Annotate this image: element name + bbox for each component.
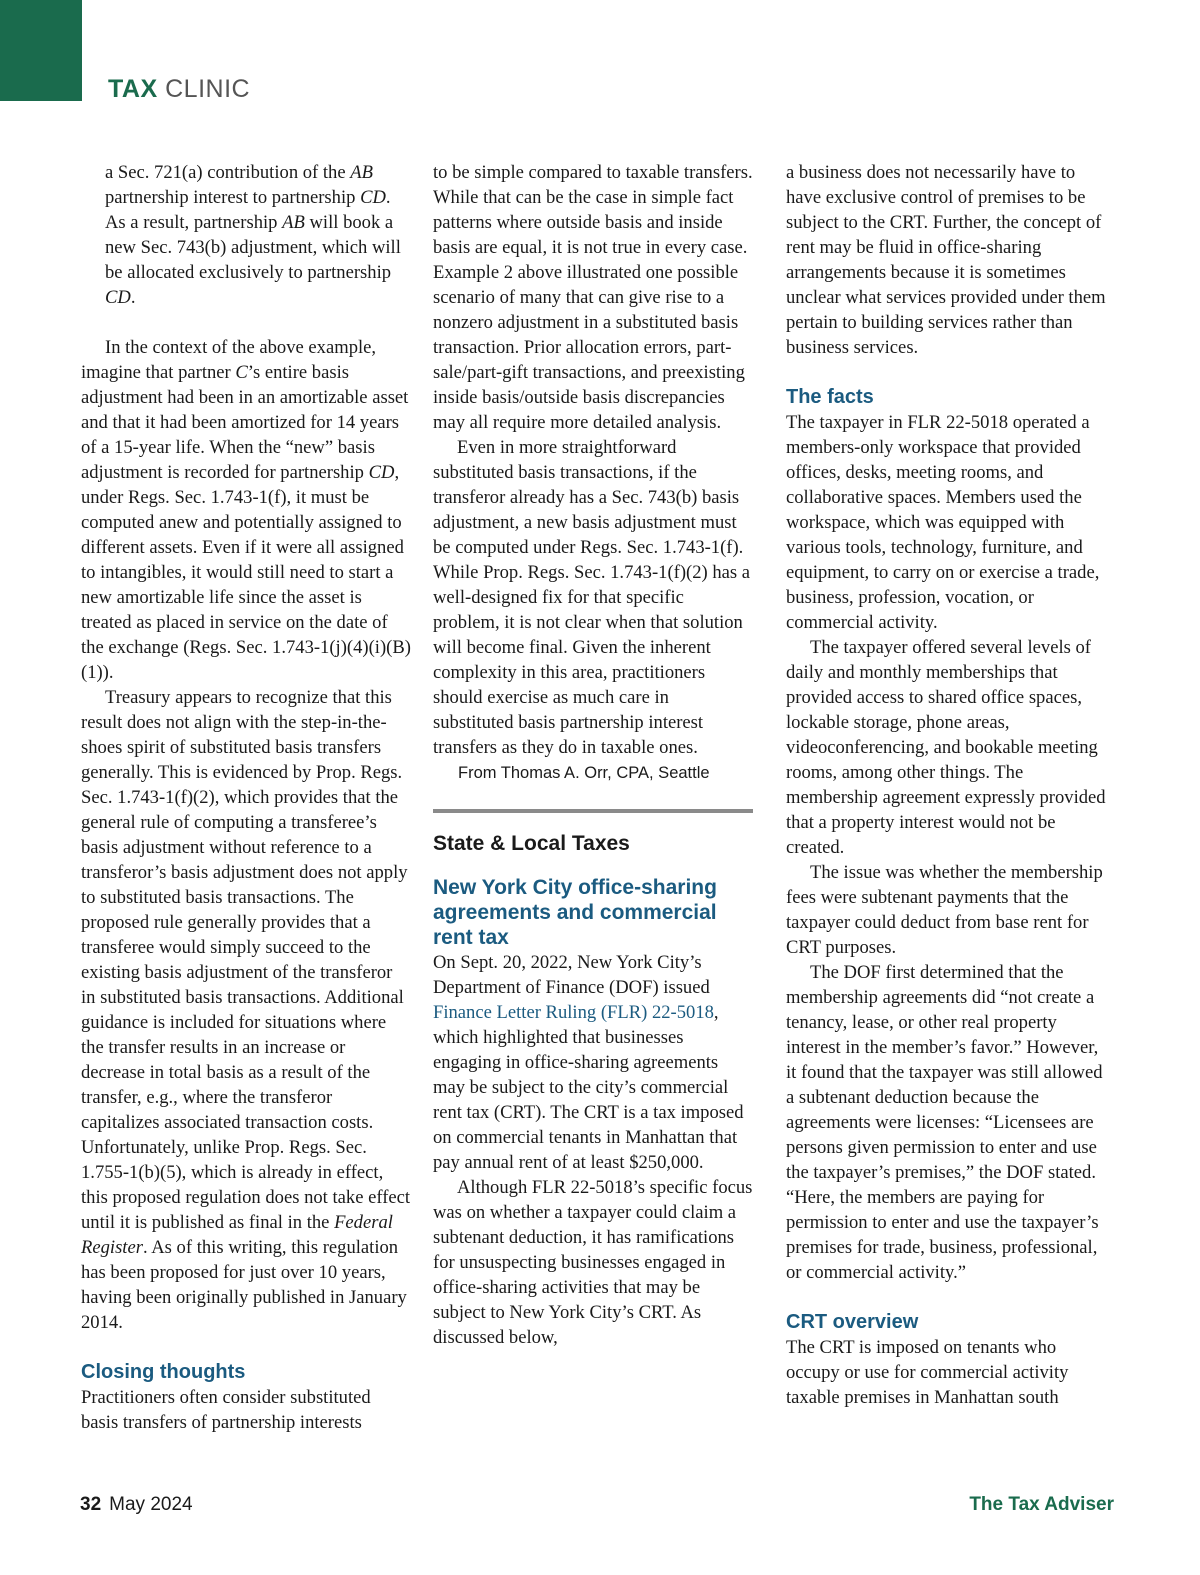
text-run: partnership interest to partnership (105, 187, 361, 208)
section-header (108, 75, 250, 104)
text-run: . (130, 287, 136, 308)
italic-run: AB (282, 212, 305, 233)
publication-name: The Tax Adviser (969, 1494, 1114, 1515)
paragraph: Even in more straightforward substituted basis transactions, if the transferor already has a Sec. 743(b) basis adjustment, a new basis adjustment must be computed under Regs. Sec. 1.743-1(f). While Prop. Regs. Sec. 1.743-1(f)(2) has a well-designed fix for that specific problem, it is not clear when that solution will become final. Given the inherent complexity in this area, practitioners should exercise as much care in substituted basis partnership interest transfers as they do in taxable ones. (433, 437, 751, 758)
paragraph (81, 335, 411, 685)
header-bold: TAX (108, 75, 158, 103)
column-3 (786, 160, 1106, 1410)
subheading-crt: CRT overview (786, 1311, 919, 1333)
text-run: Treasury appears to recognize that this result does not align with the step-in-the-shoes spirit of substituted basis transfers generally. This is evidenced by Prop. Regs. Sec. 1.743-1(f)(2), which provides that the general rule of computing a transferee’s basis adjustment without reference to a transferor’s basis adjustment does not apply to substituted basis transactions. The proposed rule generally provides that a transferee would simply succeed to the existing basis adjustment of the transferor in substituted basis transactions. Additional guidance is included for situations where the transfer results in an increase or decrease in total basis as a result of the transfer, e.g., where the transferor capitalizes associated transaction costs. Unfortunately, unlike Prop. Regs. Sec. 1.755-1(b)(5), which is already in effect, this proposed regulation does not take effect until it is published as final in the (81, 687, 411, 1233)
text-run: , which highlighted that businesses engaging in office-sharing agreements may be subject to the city’s commercial rent tax (CRT). The CRT is a tax imposed on commercial tenants in Manhattan that pay annual rent of at least $250,000. (433, 1002, 744, 1173)
text-run: will book a new Sec. 743(b) adjustment, which will be allocated exclusively to partnership (105, 212, 401, 283)
italic-run: CD (105, 287, 131, 308)
footer-left (80, 1494, 193, 1516)
column-1 (81, 160, 411, 1435)
italic-run: Federal Register (81, 1212, 393, 1258)
paragraph (81, 685, 411, 1335)
corner-block (0, 0, 82, 101)
italic-run: AB (350, 162, 373, 183)
issue-date: May 2024 (109, 1494, 193, 1515)
subheading-facts: The facts (786, 386, 874, 408)
section-divider (433, 809, 753, 813)
text-run: . As of this writing, this regulation has been proposed for just over 10 years, having been originally published in January 2014. (81, 1237, 407, 1333)
paragraph: a business does not necessarily have to have exclusive control of premises to be subject to the CRT. Further, the concept of rent may be fluid in office-sharing arrangements because it is sometimes unclear what services provided under them pertain to building services rather than business services. (786, 162, 1106, 358)
column-2 (433, 160, 753, 1350)
subheading-closing: Closing thoughts (81, 1361, 246, 1383)
paragraph: The issue was whether the membership fees were subtenant payments that the taxpayer could deduct from base rent for CRT purposes. (786, 862, 1103, 958)
section-title: State & Local Taxes (433, 832, 630, 855)
header-light: CLINIC (165, 75, 251, 103)
paragraph: The CRT is imposed on tenants who occupy or use for commercial activity taxable premises in Manhattan south (786, 1337, 1069, 1408)
text-run: In the context of the above example, imagine that partner (81, 337, 377, 383)
paragraph (433, 950, 753, 1175)
text-run: , under Regs. Sec. 1.743-1(f), it must be computed anew and potentially assigned to different assets. Even if it were all assigned to intangibles, it would still need to start a new amortizable life since the asset is treated as placed in service on the date of the exchange (Regs. Sec. 1.743-1(j)(4)(i)(B)(1)). (81, 462, 411, 683)
italic-run: CD (368, 462, 395, 483)
paragraph: The DOF first determined that the membership agreements did “not create a tenancy, lease, or other real property interest in the member’s favor.” However, it found that the taxpayer was still allowed a subtenant deduction because the agreements were licenses: “Licensees are persons given permission to enter and use the taxpayer’s premises,” the DOF stated. “Here, the members are paying for permission to enter and use the taxpayer’s premises for trade, business, professional, or commercial activity.” (786, 962, 1103, 1283)
paragraph: The taxpayer in FLR 22-5018 operated a members-only workspace that provided offices, desks, meeting rooms, and collaborative spaces. Members used the workspace, which was equipped with various tools, technology, furniture, and equipment, to carry on or exercise a trade, business, profession, vocation, or commercial activity. (786, 412, 1100, 633)
text-run: Practitioners often consider substituted basis transfers of partnership interests (81, 1387, 371, 1433)
paragraph: to be simple compared to taxable transfers. While that can be the case in simple fact patterns where outside basis and inside basis are equal, it is not true in every case. Example 2 above illustrated one possible scenario of many that can give rise to a nonzero adjustment in a substituted basis transaction. Prior allocation errors, part-sale/part-gift transactions, and preexisting inside basis/outside basis discrepancies may all require more detailed analysis. (433, 162, 753, 433)
text-run: . As a result, partnership (105, 187, 391, 233)
flr-link[interactable]: Finance Letter Ruling (FLR) 22-5018 (433, 1002, 714, 1023)
text-run: On Sept. 20, 2022, New York City’s Department of Finance (DOF) issued (433, 952, 710, 998)
article-title: New York City office-sharing agreements and commercial rent tax (433, 876, 717, 949)
paragraph (81, 1385, 411, 1435)
italic-run: CD (360, 187, 386, 208)
paragraph: Although FLR 22-5018’s specific focus was on whether a taxpayer could claim a subtenant deduction, it has ramifications for unsuspecting businesses engaged in office-sharing activities that may be subject to New York City’s CRT. As discussed below, (433, 1177, 753, 1348)
block-quote (81, 160, 411, 310)
italic-run: C (235, 362, 248, 383)
paragraph: The taxpayer offered several levels of daily and monthly memberships that provided access to shared office spaces, lockable storage, phone areas, videoconferencing, and bookable meeting rooms, among other things. The membership agreement expressly provided that a property interest would not be created. (786, 637, 1106, 858)
page-number: 32 (80, 1494, 102, 1515)
byline: From Thomas A. Orr, CPA, Seattle (458, 764, 710, 782)
text-run: ’s entire basis adjustment had been in an amortizable asset and that it had been amortized for 14 years of a 15-year life. When the “new” basis adjustment is recorded for partnership (81, 362, 409, 483)
text-run: a Sec. 721(a) contribution of the (105, 162, 351, 183)
